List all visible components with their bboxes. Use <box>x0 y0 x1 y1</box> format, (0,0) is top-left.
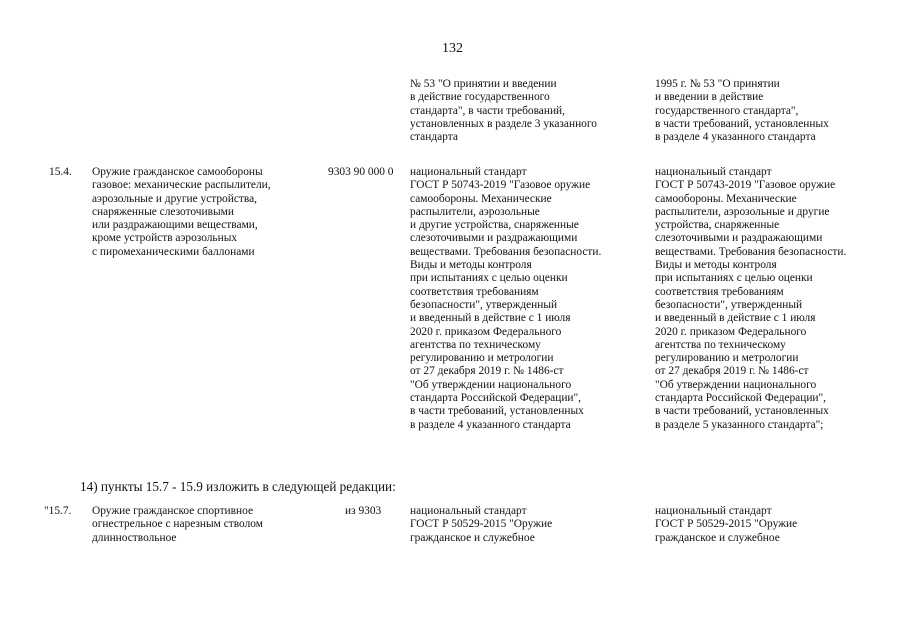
row-tnved-code: 9303 90 000 0 <box>328 166 394 178</box>
row-standard-col1: национальный стандарт ГОСТ Р 50743-2019 "Газовое оружие самообороны. Механические распылители, аэрозольные и другие устройства, снаряженные слезоточивыми и раздражающими веществами. Требования безопасности. Виды и методы контроля при испытаниях с целью оценки соответствия требованиям безопасности", утвержденный и введенный в действие с 1 июля 2020 г. приказом Федерального агентства по техническому регулированию и метрологии от 27 декабря 2019 г. № 1486-ст "Об утверждении национального стандарта Российской Федерации", в части требований, установленных в разделе 4 указанного стандарта <box>410 166 602 431</box>
row-standard-col2: национальный стандарт ГОСТ Р 50743-2019 "Газовое оружие самообороны. Механические распылители, аэрозольные и другие устройства, снаряженные слезоточивыми и раздражающими веществами. Требования безопасности. Виды и методы контроля при испытаниях с целью оценки соответствия требованиям безопасности", утвержденный и введенный в действие с 1 июля 2020 г. приказом Федерального агентства по техническому регулированию и метрологии от 27 декабря 2019 г. № 1486-ст "Об утверждении национального стандарта Российской Федерации", в части требований, установленных в разделе 5 указанного стандарта"; <box>655 166 847 431</box>
row-product-name: Оружие гражданское самообороны газовое: механические распылители, аэрозольные и другие устройства, снаряженные слезоточивыми или раздражающими веществами, кроме устройств аэрозольных с пиромеханическими баллонами <box>92 166 271 258</box>
amendment-instruction: 14) пункты 15.7 - 15.9 изложить в следующей редакции: <box>80 479 396 494</box>
row-tnved-code: из 9303 <box>345 505 382 517</box>
row-number: 15.4. <box>49 166 72 178</box>
continuation-standard-col1: № 53 "О принятии и введении в действие государственного стандарта", в части требований, установленных в разделе 3 указанного стандарта <box>410 78 597 144</box>
row-standard-col1: национальный стандарт ГОСТ Р 50529-2015 "Оружие гражданское и служебное <box>410 505 553 544</box>
row-standard-col2: национальный стандарт ГОСТ Р 50529-2015 "Оружие гражданское и служебное <box>655 505 798 544</box>
row-product-name: Оружие гражданское спортивное огнестрельное с нарезным стволом длинноствольное <box>92 505 263 544</box>
page-number: 132 <box>442 41 463 56</box>
continuation-standard-col2: 1995 г. № 53 "О принятии и введении в действие государственного стандарта", в части требований, установленных в разделе 4 указанного стандарта <box>655 78 829 144</box>
row-number: "15.7. <box>44 505 72 517</box>
